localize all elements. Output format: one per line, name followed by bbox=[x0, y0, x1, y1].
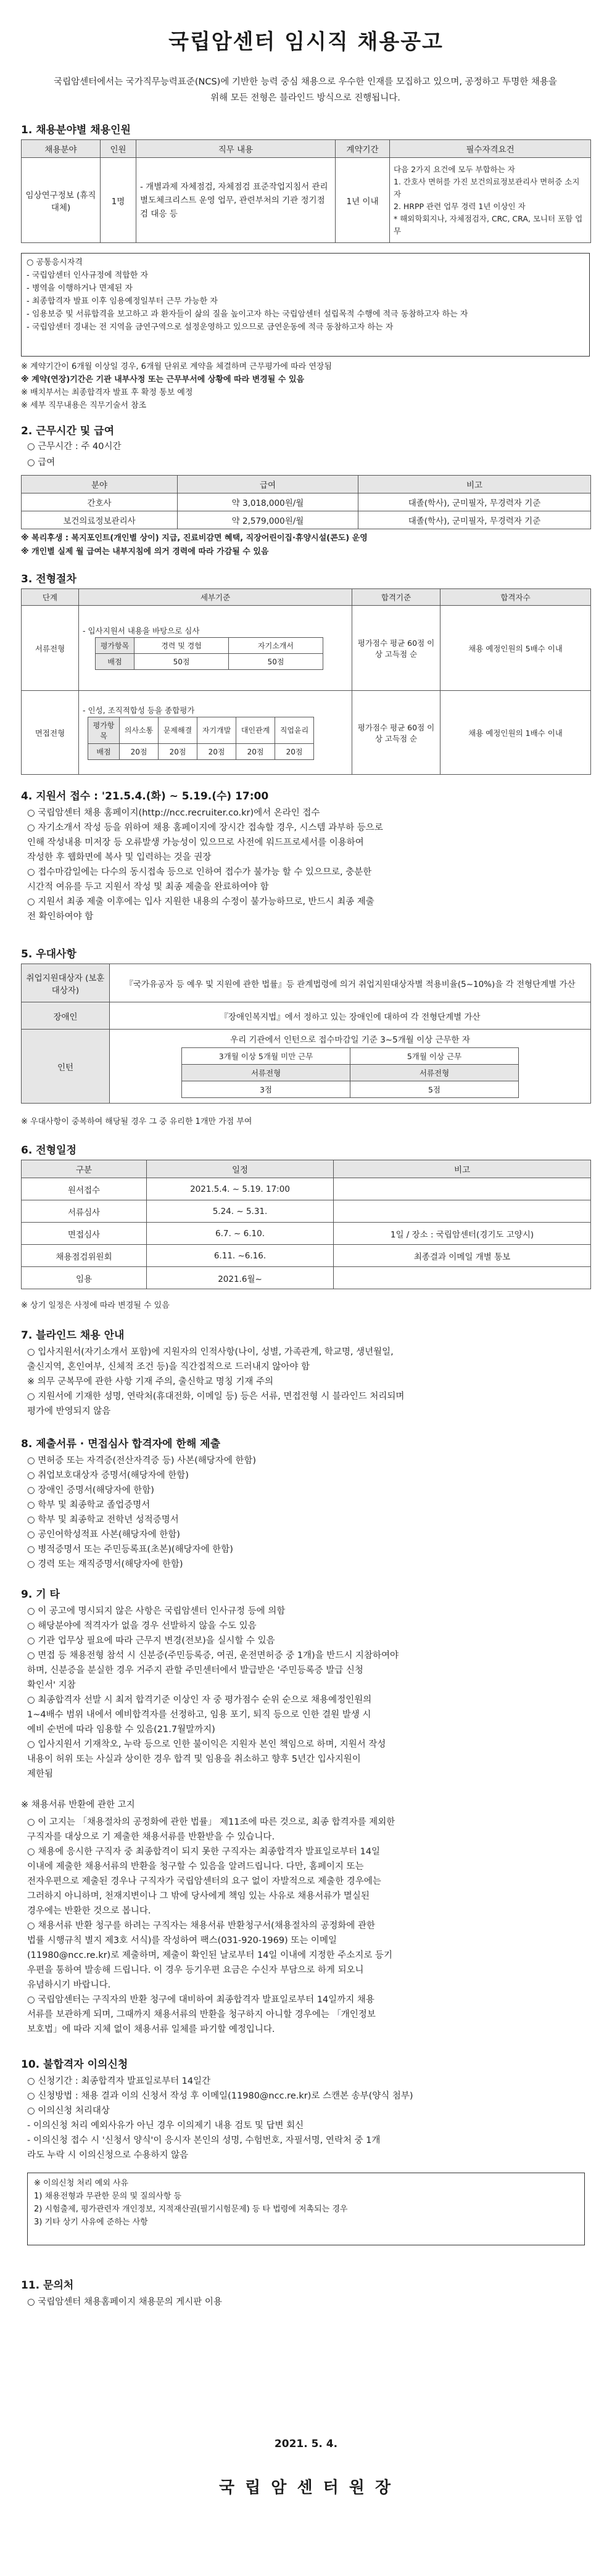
exceptions-title: ※ 이의신청 처리 예외 사유 bbox=[34, 2179, 129, 2188]
intern-h1: 3개월 이상 5개월 미만 근무 bbox=[182, 1047, 350, 1064]
misc-line: 하며, 신분증을 분실한 경우 거주지 관할 주민센터에서 발급받은 '주민등록증 발급 신청 bbox=[27, 1666, 363, 1675]
return-line: ○ 이 고지는 「채용절차의 공정화에 관한 법률」 제11조에 따른 것으로, 최종 합격자를 제외한 bbox=[27, 1817, 395, 1827]
sched-note bbox=[334, 1200, 591, 1223]
return-line: 구직자를 대상으로 기 제출한 채용서류를 반환받을 수 있습니다. bbox=[27, 1832, 275, 1842]
misc-line: 내용이 허위 또는 사실과 상이한 경우 합격 및 임용을 취소하고 향후 5년간 입사지원이 bbox=[27, 1754, 361, 1764]
doc-desc: - 입사지원서 내용을 바탕으로 심사 bbox=[83, 626, 200, 635]
signature: 국 립 암 센 터 원 장 bbox=[218, 2479, 394, 2497]
common-item: - 국립암센터 경내는 전 지역을 금연구역으로 설정운영하고 있으므로 금연운동에 적극 동참하고자 하는 자 bbox=[27, 323, 394, 332]
misc-line: 예비 순번에 따라 임용할 수 있음(21.7월말까지) bbox=[27, 1725, 215, 1735]
doc-item: 자기소개서 bbox=[229, 638, 323, 654]
sched-date: 6.7. ~ 6.10. bbox=[147, 1223, 334, 1245]
welfare-note: ※ 복리후생 : 복지포인트(개인별 상이) 지급, 진료비감면 혜택, 직장어린이집·휴양시설(콘도) 운영 bbox=[21, 534, 368, 543]
pay-row-amount: 약 3,018,000원/월 bbox=[178, 493, 358, 511]
int-item: 평가항목 bbox=[88, 717, 120, 743]
document-line: ○ 장애인 증명서(해당자에 한함) bbox=[27, 1485, 154, 1495]
sched-div: 면접심사 bbox=[22, 1223, 147, 1245]
document-line: ○ 학부 및 최종학교 졸업증명서 bbox=[27, 1500, 151, 1510]
common-item: - 병역을 이행하거나 면제된 자 bbox=[27, 284, 133, 293]
period-cell: 1년 이내 bbox=[336, 158, 390, 243]
pay-row-note: 대졸(학사), 군미필자, 무경력자 기준 bbox=[358, 493, 591, 511]
int-score: 20점 bbox=[197, 743, 236, 759]
blind-line: ※ 의무 군복무에 관한 사항 기재 주의, 출신학교 명칭 기재 주의 bbox=[27, 1377, 274, 1387]
s1-note: ※ 세부 직무내용은 직무기술서 참조 bbox=[21, 401, 147, 410]
th-pass-count: 합격자수 bbox=[440, 589, 591, 606]
s1-note: ※ 배치부서는 최종합격자 발표 후 확정 통보 예정 bbox=[21, 388, 193, 397]
schedule-note: ※ 상기 일정은 사정에 따라 변경될 수 있음 bbox=[21, 1301, 170, 1310]
blind-line: ○ 입사지원서(자기소개서 포함)에 지원자의 인적사항(나이, 성별, 가족관계, 학교명, 생년월일, bbox=[27, 1347, 394, 1357]
intern-v2: 5점 bbox=[350, 1081, 519, 1097]
sched-date: 6.11. ~6.16. bbox=[147, 1245, 334, 1267]
intern-score-table bbox=[181, 1047, 519, 1098]
objection-line: ○ 이의신청 처리대상 bbox=[27, 2106, 110, 2116]
int-item: 문제해결 bbox=[159, 717, 197, 743]
application-line: ○ 자기소개서 작성 등을 위하여 채용 홈페이지에 장시간 접속할 경우, 시스템 과부하 등으로 bbox=[27, 823, 383, 833]
th-pass: 합격기준 bbox=[352, 589, 440, 606]
return-list bbox=[27, 1815, 589, 2037]
s1-note: ※ 계약(연장)기간은 기관 내부사정 또는 근무부서에 상황에 따라 변경될 수 있음 bbox=[21, 375, 305, 384]
return-title: ※ 채용서류 반환에 관한 고지 bbox=[21, 1800, 135, 1810]
req-line: 1. 간호사 면허를 가진 보건의료정보관리사 면허증 소지자 bbox=[394, 176, 580, 199]
blind-list bbox=[27, 1345, 589, 1419]
pay-row-amount: 약 2,579,000원/월 bbox=[178, 511, 358, 529]
objection-list bbox=[27, 2074, 589, 2163]
int-desc: - 인성, 조직적합성 등을 종합평가 bbox=[83, 705, 195, 715]
th-period: 계약기간 bbox=[336, 140, 390, 158]
exception-line: 2) 시험출제, 평가관련자 개인정보, 지적재산권(필기시험문제) 등 타 법령에 저촉되는 경우 bbox=[34, 2205, 348, 2214]
sched-div: 임용 bbox=[22, 1267, 147, 1289]
th-duty: 직무 내용 bbox=[136, 140, 336, 158]
sched-div: 서류심사 bbox=[22, 1200, 147, 1223]
common-title: ○ 공통응시자격 bbox=[27, 258, 83, 267]
th-criteria: 세부기준 bbox=[79, 589, 352, 606]
pref-label: 장애인 bbox=[22, 1002, 110, 1030]
pref-text: 『장애인복지법』에서 정하고 있는 장애인에 대하여 각 전형단계별 가산 bbox=[110, 1002, 591, 1030]
application-line: 인해 작성내용 미저장 등 오류발생 가능성이 있으므로 사전에 워드프로세서를 이용하여 bbox=[27, 838, 364, 848]
section-1-heading: 1. 채용분야별 채용인원 bbox=[21, 124, 131, 136]
return-line: 이내에 제출한 채용서류의 반환을 청구할 수 있음을 알려드립니다. 다만, 홈페이지 또는 bbox=[27, 1862, 364, 1872]
exception-line: 1) 채용전형과 무관한 문의 및 질의사항 등 bbox=[34, 2192, 182, 2201]
application-line: 전 확인하여야 함 bbox=[27, 912, 94, 922]
sched-note bbox=[334, 1267, 591, 1289]
pref-note: ※ 우대사항이 중복하여 해당될 경우 그 중 유리한 1개만 가점 부여 bbox=[21, 1117, 252, 1126]
doc-score: 50점 bbox=[229, 654, 323, 670]
return-line: 유념하시기 바랍니다. bbox=[27, 1980, 111, 1990]
int-item: 대인관계 bbox=[236, 717, 275, 743]
document-line: ○ 학부 및 최종학교 전학년 성적증명서 bbox=[27, 1515, 179, 1525]
document-line: ○ 취업보호대상자 증명서(해당자에 한함) bbox=[27, 1471, 189, 1480]
application-line: ○ 국립암센터 채용 홈페이지(http://ncc.recruiter.co.kr)에서 온라인 접수 bbox=[27, 808, 320, 818]
int-score: 20점 bbox=[275, 743, 314, 759]
sched-note bbox=[334, 1178, 591, 1200]
application-line: ○ 지원서 최종 제출 이후에는 입사 지원한 내용의 수정이 불가능하므로, 반드시 최종 제출 bbox=[27, 897, 374, 907]
sched-date: 2021.5.4. ~ 5.19. 17:00 bbox=[147, 1178, 334, 1200]
doc-criteria bbox=[79, 606, 352, 691]
int-num: 채용 예정인원의 1배수 이내 bbox=[440, 691, 591, 775]
objection-line: - 이의신청 접수 시 '신청서 양식'이 응시자 본인의 성명, 수험번호, 자필서명, 연락처 중 1개 bbox=[27, 2136, 381, 2145]
sched-div: 원서접수 bbox=[22, 1178, 147, 1200]
blind-line: 평가에 반영되지 않음 bbox=[27, 1406, 111, 1416]
exception-line: 3) 기타 상기 사유에 준하는 사항 bbox=[34, 2218, 148, 2227]
positions-table bbox=[21, 139, 591, 243]
doc-pass: 평가점수 평균 60점 이상 고득점 순 bbox=[352, 606, 440, 691]
section-5-heading: 5. 우대사항 bbox=[21, 948, 76, 960]
int-stage: 면접전형 bbox=[22, 691, 79, 775]
sched-date: 2021.6월~ bbox=[147, 1267, 334, 1289]
application-line: 작성한 후 웹화면에 복사 및 입력하는 것을 권장 bbox=[27, 852, 212, 862]
doc-score: 50점 bbox=[134, 654, 229, 670]
doc-item: 평가항목 bbox=[96, 638, 134, 654]
requirements-cell bbox=[390, 158, 591, 243]
document-line: ○ 면허증 또는 자격증(전산자격증 등) 사본(해당자에 한함) bbox=[27, 1456, 257, 1466]
th-pay-field: 분야 bbox=[22, 476, 178, 493]
section-8-heading: 8. 제출서류 · 면접심사 합격자에 한해 제출 bbox=[21, 1438, 221, 1450]
document-line: ○ 공인어학성적표 사본(해당자에 한함) bbox=[27, 1530, 180, 1540]
int-pass: 평가점수 평균 60점 이상 고득점 순 bbox=[352, 691, 440, 775]
intern-text: 우리 기관에서 인턴으로 접수마감일 기준 3~5개월 이상 근무한 자 bbox=[230, 1034, 470, 1045]
pay-variance-note: ※ 개인별 실제 월 급여는 내부지침에 의거 경력에 따라 가감될 수 있음 bbox=[21, 547, 269, 556]
common-item: - 국립암센터 인사규정에 적합한 자 bbox=[27, 271, 149, 280]
misc-line: ○ 입사지원서 기재착오, 누락 등으로 인한 불이익은 지원자 본인 책임으로 하며, 지원서 작성 bbox=[27, 1740, 386, 1749]
doc-score-table bbox=[95, 637, 323, 670]
pay-row-field: 간호사 bbox=[22, 493, 178, 511]
common-item: - 임용보증 및 서류합격을 보고하고 과 환자들이 삶의 질을 높이고자 하는 국립암센터 설립목적 수행에 적극 동참하고자 하는 자 bbox=[27, 310, 468, 319]
int-item: 자기개발 bbox=[197, 717, 236, 743]
blind-line: 출신지역, 혼인여부, 신체적 조건 등)을 직간접적으로 드러내지 않아야 함 bbox=[27, 1362, 310, 1372]
pref-label: 취업지원대상자 (보훈대상자) bbox=[22, 964, 110, 1002]
sched-note: 1일 / 장소 : 국립암센터(경기도 고양시) bbox=[334, 1223, 591, 1245]
int-item: 직업윤리 bbox=[275, 717, 314, 743]
documents-list bbox=[27, 1453, 589, 1572]
doc-item: 경력 및 경험 bbox=[134, 638, 229, 654]
application-line: 시간적 여유를 두고 지원서 작성 및 최종 제출을 완료하여야 함 bbox=[27, 882, 269, 892]
intern-h2: 5개월 이상 근무 bbox=[350, 1047, 519, 1064]
document-line: ○ 경력 또는 재직증명서(해당자에 한함) bbox=[27, 1559, 183, 1569]
section-9-heading: 9. 기 타 bbox=[21, 1588, 60, 1601]
doc-num: 채용 예정인원의 5배수 이내 bbox=[440, 606, 591, 691]
pref-text: 『국가유공자 등 예우 및 지원에 관한 법률』등 관계법령에 의거 취업지원대상자별 적용비율(5~10%)을 각 전형단계별 가산 bbox=[110, 964, 591, 1002]
doc-stage: 서류전형 bbox=[22, 606, 79, 691]
pref-label: 인턴 bbox=[22, 1030, 110, 1104]
misc-line: ○ 기관 업무상 필요에 따라 근무지 변경(전보)을 실시할 수 있음 bbox=[27, 1636, 275, 1646]
return-line: (11980@ncc.re.kr)로 제출하며, 제출이 확인된 날로부터 14일 이내에 지정한 주소지로 등기 bbox=[27, 1951, 392, 1960]
misc-line: 확인서' 지참 bbox=[27, 1680, 76, 1690]
section-4-heading: 4. 지원서 접수 : '21.5.4.(화) ~ 5.19.(수) 17:00 bbox=[21, 790, 269, 803]
objection-line: ○ 신청기간 : 최종합격자 발표일로부터 14일간 bbox=[27, 2076, 211, 2086]
int-score: 20점 bbox=[236, 743, 275, 759]
section-7-heading: 7. 블라인드 채용 안내 bbox=[21, 1329, 125, 1342]
th-sched-div: 구분 bbox=[22, 1160, 147, 1178]
selection-process-table bbox=[21, 588, 591, 775]
intern-v1: 3점 bbox=[182, 1081, 350, 1097]
objection-line: 라도 누락 시 이의신청으로 수용하지 않음 bbox=[27, 2150, 189, 2160]
int-score: 20점 bbox=[159, 743, 197, 759]
th-field: 채용분야 bbox=[22, 140, 101, 158]
objection-exceptions-box bbox=[27, 2173, 585, 2245]
return-line: 법률 시행규칙 별지 제3호 서식)를 작성하여 팩스(031-920-1969) 또는 이메일 bbox=[27, 1936, 337, 1946]
misc-line: ○ 해당분야에 적격자가 없을 경우 선발하지 않을 수도 있음 bbox=[27, 1621, 257, 1631]
sched-note: 최종결과 이메일 개별 통보 bbox=[334, 1245, 591, 1267]
th-pay-note: 비고 bbox=[358, 476, 591, 493]
count-cell: 1명 bbox=[101, 158, 136, 243]
return-line: ○ 국립암센터는 구직자의 반환 청구에 대비하여 최종합격자 발표일로부터 14일까지 채용 bbox=[27, 1995, 374, 2005]
pay-row-note: 대졸(학사), 군미필자, 무경력자 기준 bbox=[358, 511, 591, 529]
pay-label: ○ 급여 bbox=[27, 458, 56, 468]
notice-date: 2021. 5. 4. bbox=[274, 2438, 338, 2450]
int-score: 배점 bbox=[88, 743, 120, 759]
work-hours: ○ 근무시간 : 주 40시간 bbox=[27, 442, 122, 452]
misc-line: ○ 면접 등 채용전형 참석 시 신분증(주민등록증, 여권, 운전면허증 중 1개)을 반드시 지참하여야 bbox=[27, 1651, 399, 1661]
intern-cell bbox=[110, 1030, 591, 1104]
return-line: ○ 채용서류 반환 청구를 하려는 구직자는 채용서류 반환청구서(채용절차의 공정화에 관한 bbox=[27, 1921, 376, 1931]
int-item: 의사소통 bbox=[120, 717, 159, 743]
return-line: 보호법」에 따라 지체 없이 채용서류 일체를 파기할 예정입니다. bbox=[27, 2025, 275, 2034]
duty-cell: - 개별과제 자체점검, 자체점검 표준작업지침서 관리 별도체크리스트 운영 업무, 관련부처의 기관 정기점검 대응 등 bbox=[136, 158, 336, 243]
misc-line: 1~4배수 범위 내에서 예비합격자를 선정하고, 임용 포기, 퇴직 등으로 인한 결원 발생 시 bbox=[27, 1710, 371, 1720]
blind-line: ○ 지원서에 기재한 성명, 연락처(휴대전화, 이메일 등) 등은 서류, 면접전형 시 블라인드 처리되며 bbox=[27, 1392, 405, 1402]
misc-line: 제한됨 bbox=[27, 1769, 54, 1779]
int-criteria bbox=[79, 691, 352, 775]
th-pay: 급여 bbox=[178, 476, 358, 493]
return-line: 우편을 통하여 발송해 드립니다. 이 경우 등기우편 요금은 수신자 부담으로 하게 되오니 bbox=[27, 1965, 364, 1975]
int-score: 20점 bbox=[120, 743, 159, 759]
req-line: 다음 2가지 요건에 모두 부합하는 자 bbox=[394, 164, 515, 174]
section-11-heading: 11. 문의처 bbox=[21, 2279, 74, 2292]
int-score-table bbox=[88, 717, 314, 760]
objection-line: - 이의신청 처리 예외사유가 아닌 경우 이의제기 내용 검토 및 답변 회신 bbox=[27, 2121, 304, 2131]
section-2-heading: 2. 근무시간 및 급여 bbox=[21, 425, 114, 437]
section-6-heading: 6. 전형일정 bbox=[21, 1144, 76, 1157]
th-count: 인원 bbox=[101, 140, 136, 158]
schedule-table bbox=[21, 1160, 591, 1289]
th-sched-note: 비고 bbox=[334, 1160, 591, 1178]
misc-line: ○ 이 공고에 명시되지 않은 사항은 국립암센터 인사규정 등에 의함 bbox=[27, 1606, 286, 1616]
pay-table bbox=[21, 475, 591, 529]
th-stage: 단계 bbox=[22, 589, 79, 606]
return-line: 그러하지 아니하며, 천재지변이나 그 밖에 당사에게 책임 있는 사유로 채용서류가 멸실된 bbox=[27, 1891, 370, 1901]
s1-note: ※ 계약기간이 6개월 이상일 경우, 6개월 단위로 계약을 체결하며 근무평가에 따라 연장됨 bbox=[21, 362, 332, 371]
application-line: ○ 접수마감일에는 다수의 동시접속 등으로 인하여 접수가 불가능 할 수 있으므로, 충분한 bbox=[27, 867, 372, 877]
objection-line: ○ 신청방법 : 채용 결과 이의 신청서 작성 후 이메일(11980@ncc.re.kr)로 스캔본 송부(양식 첨부) bbox=[27, 2091, 413, 2101]
th-requirements: 필수자격요건 bbox=[390, 140, 591, 158]
return-line: ○ 채용에 응시한 구직자 중 최종합격이 되지 못한 구직자는 최종합격자 발표일로부터 14일 bbox=[27, 1847, 381, 1857]
intern-sub: 서류전형 bbox=[182, 1064, 350, 1081]
common-item: - 최종합격자 발표 이후 임용예정일부터 근무 가능한 자 bbox=[27, 297, 218, 306]
misc-line: ○ 최종합격자 선발 시 최저 합격기준 이상인 자 중 평가점수 순위 순으로 채용예정인원의 bbox=[27, 1695, 372, 1705]
doc-score: 배점 bbox=[96, 654, 134, 670]
section-3-heading: 3. 전형절차 bbox=[21, 573, 76, 585]
return-line: 경우에는 반환한 것으로 봅니다. bbox=[27, 1906, 151, 1916]
return-line: 서류를 보관하게 되며, 그때까지 채용서류의 반환을 청구하지 아니할 경우에는 「개인정보 bbox=[27, 2010, 376, 2020]
req-line: 2. HRPP 관련 업무 경력 1년 이상인 자 bbox=[394, 201, 526, 211]
sched-div: 채용점검위원회 bbox=[22, 1245, 147, 1267]
pay-row-field: 보건의료정보관리사 bbox=[22, 511, 178, 529]
preferences-table bbox=[21, 964, 591, 1104]
page-title: 국립암센터 임시직 채용공고 bbox=[168, 30, 444, 54]
return-line: 전자우편으로 제출된 경우나 구직자가 국립암센터의 요구 없이 자발적으로 제출한 경우에는 bbox=[27, 1876, 381, 1886]
contact-line: ○ 국립암센터 채용홈페이지 채용문의 게시판 이용 bbox=[27, 2297, 222, 2307]
intro-text: 국립암센터에서는 국가직무능력표준(NCS)에 기반한 능력 중심 채용으로 우수한 인재를 모집하고 있으며, 공정하고 투명한 채용을 위해 모든 전형은 블라인드 방식으로 진행됩니다. bbox=[54, 77, 557, 103]
intern-sub: 서류전형 bbox=[350, 1064, 519, 1081]
sched-date: 5.24. ~ 5.31. bbox=[147, 1200, 334, 1223]
section-10-heading: 10. 불합격자 이의신청 bbox=[21, 2058, 128, 2071]
th-sched-date: 일정 bbox=[147, 1160, 334, 1178]
field-cell: 임상연구정보 (휴직대체) bbox=[22, 158, 101, 243]
common-qualifications-box bbox=[21, 253, 590, 357]
misc-list bbox=[27, 1604, 589, 1781]
document-line: ○ 병적증명서 또는 주민등록표(초본)(해당자에 한함) bbox=[27, 1545, 233, 1554]
application-list bbox=[27, 806, 589, 924]
req-line: * 해외학회지나, 자체점검자, CRC, CRA, 모니터 포함 업무 bbox=[394, 213, 583, 236]
